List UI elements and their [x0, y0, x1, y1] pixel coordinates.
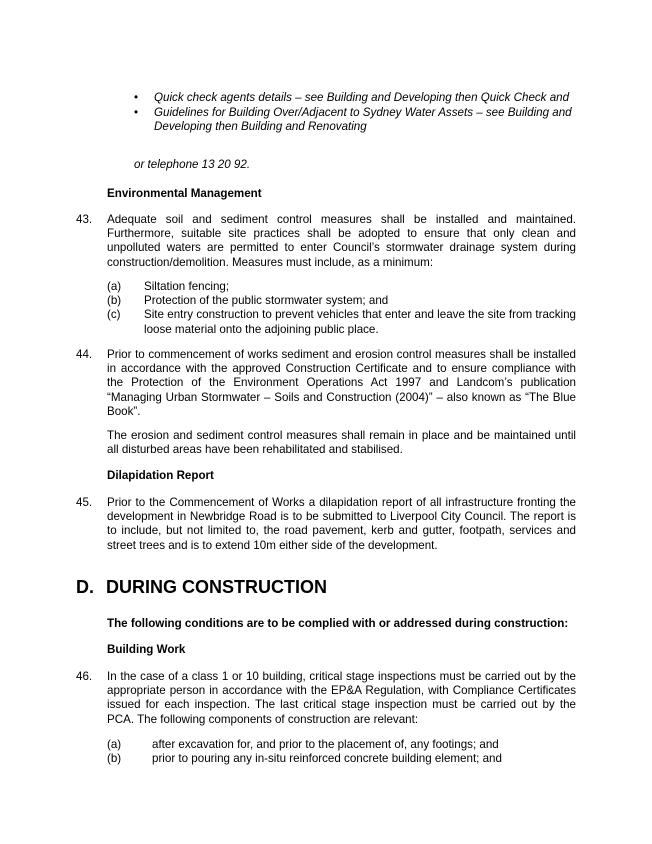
- sub-item-text: Site entry construction to prevent vehicles that enter and leave the site from tracking loose material onto the adjoining public place.: [144, 308, 576, 336]
- bullet-icon: •: [134, 106, 139, 120]
- section-intro: The following conditions are to be complied with or addressed during construction:: [107, 617, 569, 630]
- bullet-text: Guidelines for Building Over/Adjacent to Sydney Water Assets – see Building and Developing then Building and Renovating: [154, 106, 572, 134]
- sub-item-text: prior to pouring any in-situ reinforced concrete building element; and: [152, 752, 502, 766]
- sub-item: [107, 280, 576, 294]
- item-number: 46.: [76, 670, 93, 683]
- sub-item: [107, 738, 576, 752]
- sub-item-text: Siltation fencing;: [144, 280, 230, 293]
- section-heading: [76, 576, 327, 598]
- item-text: Prior to commencement of works sediment and erosion control measures shall be installed in accordance with the approved Construction Certificate and to ensure compliance with the Protection of the Environment Operations Act 1997 and Landcom’s publication “Managing Urban Stormwater – Soils and Construction (2004)” – also known as “The Blue Book”.: [107, 348, 576, 418]
- item-text: Adequate soil and sediment control measures shall be installed and maintained. Furthermore, suitable site practices shall be adopted to ensure that only clean and unpolluted waters are permitted to enter Council’s stormwater drainage system during construction/demolition. Measures must include, as a minimum:: [107, 213, 576, 269]
- sub-list: [107, 738, 576, 766]
- sub-item: [107, 752, 576, 766]
- bullet-text: Quick check agents details – see Building and Developing then Quick Check and: [154, 91, 570, 104]
- building-heading: Building Work: [107, 643, 186, 656]
- sub-item: [107, 294, 576, 308]
- bullet-list: [134, 91, 579, 136]
- item-number: 45.: [76, 496, 93, 509]
- item-text: In the case of a class 1 or 10 building, critical stage inspections must be carried out by the appropriate person in accordance with the EP&A Regulation, with Compliance Certificates issued for each inspection. The last critical stage inspection must be carried out by the PCA. The following components of construction are relevant:: [107, 670, 576, 726]
- sub-item-text: Protection of the public stormwater system; and: [144, 294, 389, 308]
- sub-item: [107, 308, 576, 336]
- section-title: DURING CONSTRUCTION: [106, 577, 327, 597]
- item-text: The erosion and sediment control measures shall remain in place and be maintained until all disturbed areas have been rehabilitated and stabilised.: [107, 429, 576, 457]
- list-item: [134, 91, 579, 105]
- sub-item-label: (a): [107, 280, 122, 293]
- sub-item-text: after excavation for, and prior to the placement of, any footings; and: [152, 738, 499, 751]
- sub-list: [107, 280, 576, 337]
- dilapidation-heading: Dilapidation Report: [107, 469, 214, 482]
- item-text: Prior to the Commencement of Works a dilapidation report of all infrastructure fronting the development in Newbridge Road is to be submitted to Liverpool City Council. The report is to include, but not limited to, the road pavement, kerb and gutter, footpath, services and street trees and is to extend 10m either side of the development.: [107, 496, 576, 552]
- contact-line: or telephone 13 20 92.: [134, 158, 251, 171]
- item-number: 43.: [76, 213, 93, 226]
- sub-item-label: (c): [107, 308, 121, 322]
- section-letter: D.: [76, 577, 94, 597]
- list-item: [134, 106, 579, 134]
- sub-item-label: (b): [107, 294, 122, 308]
- env-heading: Environmental Management: [107, 187, 262, 200]
- item-number: 44.: [76, 348, 93, 361]
- sub-item-label: (a): [107, 738, 122, 751]
- sub-item-label: (b): [107, 752, 122, 766]
- bullet-icon: •: [134, 91, 139, 104]
